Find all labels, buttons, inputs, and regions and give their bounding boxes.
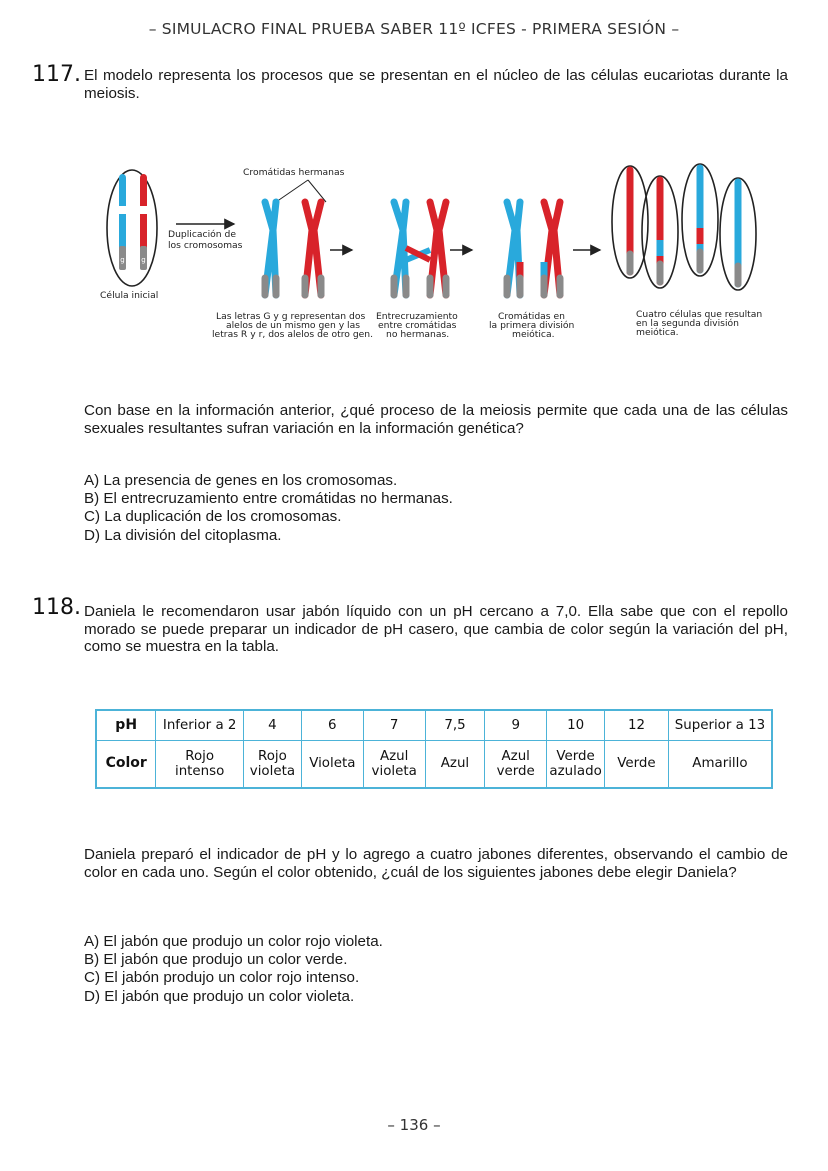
ph-header: pH [96,710,156,740]
label-celula-inicial: Célula inicial [100,290,159,301]
option-c[interactable]: C) La duplicación de los cromosomas. [84,508,342,526]
label-primera-division: meiótica. [512,329,555,340]
label-entrecruzamiento: entre cromátidas [378,320,457,331]
color-line: intenso [174,763,225,779]
page-number: – 136 – [387,1116,441,1134]
crossing-over-chromosomes [394,202,446,295]
ph-cell: 4 [243,710,301,740]
first-division-chromosomes [507,202,560,295]
label-entrecruzamiento: no hermanas. [386,329,450,340]
allele-label: g [120,256,125,264]
question-118-intro: Daniela le recomendaron usar jabón líquido con un pH cercano a 7,0. Ella sabe que con el repollo morado se puede preparar un indicador de pH casero, que cambia de color según la variación del pH, como se muestra en la tabla. [84,603,788,656]
page-header: – SIMULACRO FINAL PRUEBA SABER 11º ICFES - PRIMERA SESIÓN – [148,20,680,38]
label-cuatro-celulas: Cuatro células que resultan [636,309,763,320]
label-duplicacion: Duplicación de [168,229,236,240]
question-117-prompt: Con base en la información anterior, ¿qué proceso de la meiosis permite que cada una de las células sexuales resultantes sufran variación en la información genética? [84,402,788,437]
ph-cell: 9 [485,710,547,740]
ph-cell: 7 [363,710,425,740]
ph-cell: 7,5 [425,710,485,740]
color-row [96,740,772,788]
duplicated-chromosomes [265,202,321,295]
color-cell [547,740,605,788]
option-d[interactable]: D) El jabón que produjo un color violeta. [84,987,355,1005]
color-line: Rojo [185,748,215,764]
option-d[interactable]: D) La división del citoplasma. [84,526,282,544]
color-line: violeta [249,763,296,779]
color-line: Azul [379,748,409,764]
label-cuatro-celulas: meiótica. [636,327,679,338]
allele-label: g [141,256,146,264]
color-cell [485,740,547,788]
question-118-options [84,933,383,1006]
option-a[interactable]: A) La presencia de genes en los cromosomas. [84,472,398,489]
question-117-intro: El modelo representa los procesos que se presentan en el núcleo de las células eucariotas durante la meiosis. [84,67,788,102]
ph-cell: 12 [605,710,669,740]
ph-color-table [95,709,773,789]
option-c[interactable]: C) El jabón produjo un color rojo intenso. [84,969,360,987]
question-117-options [84,472,453,545]
color-cell [243,740,301,788]
color-line: Rojo [258,748,287,764]
option-a[interactable]: A) El jabón que produjo un color rojo violeta. [84,933,383,950]
color-line: azulado [549,763,602,779]
label-primera-division: Cromátidas en [498,311,565,322]
label-cromatidas-hermanas: Cromátidas hermanas [243,167,345,178]
label-entrecruzamiento: Entrecruzamiento [376,311,458,322]
initial-cell [107,170,157,286]
color-cell [301,740,363,788]
color-line: verde [496,763,535,779]
question-118-number: 118. [32,595,81,620]
color-cell [605,740,669,788]
color-cell [156,740,244,788]
ph-cell: Superior a 13 [668,710,772,740]
color-line: violeta [371,763,417,779]
color-line: Amarillo [692,756,748,772]
color-cell [363,740,425,788]
color-cell [668,740,772,788]
four-resulting-cells [612,164,756,290]
color-line: Verde [617,756,656,772]
label-letras: alelos de un mismo gen y las [226,320,361,331]
option-b[interactable]: B) El jabón que produjo un color verde. [84,951,348,969]
color-line: Violeta [309,756,356,772]
color-header: Color [96,740,156,788]
option-b[interactable]: B) El entrecruzamiento entre cromátidas no hermanas. [84,490,453,508]
color-line: Verde [556,748,595,764]
label-letras: letras R y r, dos alelos de otro gen. [212,329,374,340]
ph-cell: Inferior a 2 [156,710,244,740]
color-line: Azul [501,748,530,764]
label-cuatro-celulas: en la segunda división [636,318,739,329]
question-117-number: 117. [32,62,81,87]
question-118-prompt: Daniela preparó el indicador de pH y lo agrego a cuatro jabones diferentes, observando el cambio de color en cada uno. Según el color obtenido, ¿cuál de los siguientes jabones debe elegir Daniela? [84,846,788,881]
label-letras: Las letras G y g representan dos [216,311,366,322]
meiosis-diagram [90,150,780,350]
color-cell [425,740,485,788]
ph-row [96,710,772,740]
label-primera-division: la primera división [489,320,575,331]
ph-cell: 6 [301,710,363,740]
ph-cell: 10 [547,710,605,740]
label-duplicacion: los cromosomas [168,240,243,251]
color-line: Azul [440,756,470,772]
